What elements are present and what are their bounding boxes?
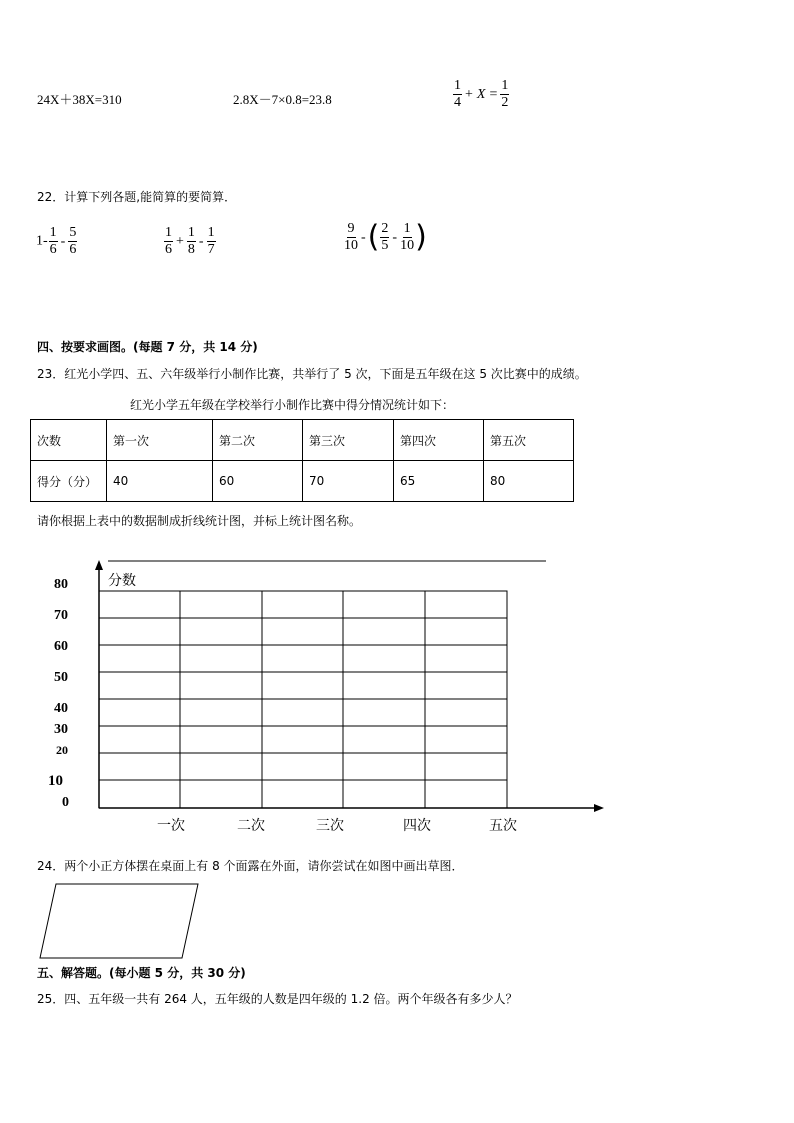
y-tick-label: 60 — [54, 639, 68, 654]
table-cell: 第五次 — [484, 420, 574, 461]
y-tick-label: 30 — [54, 722, 68, 737]
score-table — [30, 419, 574, 502]
table-cell: 80 — [484, 461, 574, 502]
q23-text: 23．红光小学四、五、六年级举行小制作比赛，共举行了 5 次，下面是五年级在这 5 次比赛中的成绩。 — [37, 367, 587, 381]
table-cell: 第一次 — [107, 420, 213, 461]
equation-2: 2.8X－7×0.8=23.8 — [233, 92, 332, 107]
q24-text: 24．两个小正方体摆在桌面上有 8 个面露在外面，请你尝试在如图中画出草图． — [37, 859, 464, 873]
table-cell: 第四次 — [394, 420, 484, 461]
equation-3: $\frac{1}{4}$ + X = $\frac{1}{2}$ — [454, 78, 509, 110]
y-tick-label: 80 — [54, 577, 68, 592]
q22-expression-2: $\frac{1}{6}$ + $\frac{1}{8}$ - $\frac{1}{7}$ — [165, 225, 215, 257]
table-cell: 65 — [394, 461, 484, 502]
parallelogram-shape — [40, 884, 198, 958]
y-tick-label: 70 — [54, 608, 68, 623]
equation-1: 24X＋38X=310 — [37, 92, 122, 107]
table-cell: 第三次 — [303, 420, 394, 461]
section-5-heading: 五、解答题。(每小题 5 分，共 30 分) — [37, 966, 246, 980]
table-header-row — [31, 420, 574, 461]
x-tick-label: 三次 — [316, 818, 344, 834]
x-tick-label: 四次 — [403, 818, 431, 834]
table-row — [31, 461, 574, 502]
parallelogram-drawing-area — [38, 882, 202, 960]
table-cell: 70 — [303, 461, 394, 502]
blank-chart-grid — [0, 550, 794, 840]
table-cell: 60 — [213, 461, 303, 502]
y-tick-label: 10 — [48, 773, 63, 789]
table-cell: 得分（分） — [31, 461, 107, 502]
y-axis-arrow — [95, 560, 103, 570]
x-tick-label: 二次 — [237, 818, 265, 834]
y-tick-label: 50 — [54, 670, 68, 685]
grid-lines — [99, 591, 507, 808]
table-cell: 第二次 — [213, 420, 303, 461]
fraction: $\frac{1}{2}$ — [501, 78, 509, 110]
x-axis-arrow — [594, 804, 604, 812]
y-tick-label: 20 — [56, 743, 68, 757]
x-tick-label: 五次 — [489, 818, 517, 834]
section-4-heading: 四、按要求画图。(每题 7 分，共 14 分) — [37, 340, 258, 354]
chart-instruction: 请你根据上表中的数据制成折线统计图，并标上统计图名称。 — [37, 514, 362, 528]
table-caption: 红光小学五年级在学校举行小制作比赛中得分情况统计如下： — [130, 398, 455, 412]
q22-title: 22．计算下列各题,能简算的要简算． — [37, 190, 237, 204]
table-cell: 40 — [107, 461, 213, 502]
y-tick-label: 0 — [62, 795, 69, 810]
q22-expression-3: $\frac{9}{10}$ -( $\frac{2}{5}$ - $\frac{1}{10}$ ) — [344, 219, 427, 255]
q22-expression-1: 1- $\frac{1}{6}$ - $\frac{5}{6}$ — [36, 225, 77, 257]
fraction: $\frac{1}{4}$ — [454, 78, 461, 110]
y-axis-title: 分数 — [108, 573, 136, 589]
table-cell: 次数 — [31, 420, 107, 461]
x-tick-label: 一次 — [157, 818, 185, 834]
y-tick-label: 40 — [54, 701, 68, 716]
q25-text: 25．四、五年级一共有 264 人，五年级的人数是四年级的 1.2 倍。两个年级各有多少人？ — [37, 992, 518, 1006]
